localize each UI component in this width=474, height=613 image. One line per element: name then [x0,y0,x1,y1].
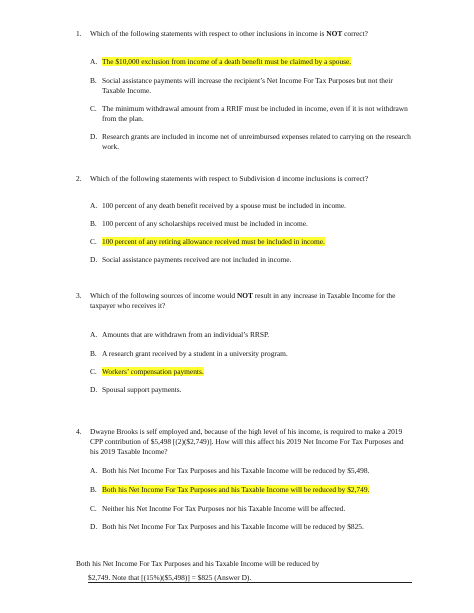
option-text: Social assistance payments received are not included in income. [102,255,292,264]
question-number: 3. [76,291,82,300]
option-4a: A. Both his Net Income For Tax Purposes and his Taxable Income will be reduced by $5,498. [90,466,412,476]
option-1a: A. The $10,000 exclusion from income of a death benefit must be claimed by a spouse. [90,57,352,66]
option-text: The $10,000 exclusion from income of a death benefit must be claimed by a spouse. [102,57,352,66]
question-3 [76,291,412,311]
option-3c: C. Workers’ compensation payments. [90,367,204,376]
option-2c: C. 100 percent of any retiring allowance received must be included in income. [90,237,325,246]
option-2a: A. 100 percent of any death benefit received by a spouse must be included in income. [90,201,412,211]
option-1c: C. The minimum withdrawal amount from a RRIF must be included in income, even if it is not withdrawn from the plan. [90,104,412,124]
option-text: A research grant received by a student in a university program. [102,349,288,358]
option-3a: A. Amounts that are withdrawn from an individual’s RRSP. [90,330,412,340]
option-text: Both his Net Income For Tax Purposes and his Taxable Income will be reduced by $825. [102,522,364,531]
option-text: Research grants are included in income net of unreimbursed expenses related to carrying on the research work. [102,132,411,151]
option-text: Amounts that are withdrawn from an individual’s RRSP. [102,330,270,339]
option-text: 100 percent of any scholarships received must be included in income. [102,219,308,228]
question-number: 2. [76,174,82,183]
question-number: 1. [76,29,82,38]
option-text: Both his Net Income For Tax Purposes and his Taxable Income will be reduced by $5,498. [102,466,370,475]
question-text: Dwayne Brooks is self employed and, because of the high level of his income, is required to make a 2019 CPP contribution of $5,498 [(2)($2,749)]. How will this affect his 2019 Net Income For Tax Purposes and his 2019 Taxable Income? [90,427,404,456]
option-text: 100 percent of any death benefit received by a spouse must be included in income. [102,201,347,210]
question-2 [76,174,412,184]
question-1 [76,29,412,39]
answer-note-line-2: $2,749. Note that [(15%)($5,498)] = $825 (Answer D). [88,573,252,582]
option-4b: B. Both his Net Income For Tax Purposes and his Taxable Income will be reduced by $2,749. [90,485,370,494]
option-text: Social assistance payments will increase the recipient’s Net Income For Tax Purposes but not their Taxable Income. [102,76,393,95]
option-text: Both his Net Income For Tax Purposes and his Taxable Income will be reduced by $2,749. [102,485,370,494]
option-text: 100 percent of any retiring allowance received must be included in income. [102,237,325,246]
option-4d: D. Both his Net Income For Tax Purposes and his Taxable Income will be reduced by $825. [90,522,412,532]
question-number: 4. [76,427,82,436]
option-3d: D. Spousal support payments. [90,385,412,395]
option-2d: D. Social assistance payments received are not included in income. [90,255,412,265]
option-1b: B. Social assistance payments will increase the recipient’s Net Income For Tax Purposes but not their Taxable Income. [90,76,412,96]
option-2b: B. 100 percent of any scholarships received must be included in income. [90,219,412,229]
question-4 [76,427,412,457]
option-text: Neither his Net Income For Tax Purposes nor his Taxable Income will be affected. [102,504,346,513]
option-text: Spousal support payments. [102,385,182,394]
option-3b: B. A research grant received by a student in a university program. [90,349,412,359]
answer-note-line-1: Both his Net Income For Tax Purposes and his Taxable Income will be reduced by [76,559,320,568]
question-text: Which of the following statements with respect to other inclusions in income is NOT correct? [90,29,368,38]
question-text: Which of the following statements with respect to Subdivision d income inclusions is correct? [90,174,369,183]
option-1d: D. Research grants are included in income net of unreimbursed expenses related to carrying on the research work. [90,132,411,151]
option-4c: C. Neither his Net Income For Tax Purposes nor his Taxable Income will be affected. [90,504,412,514]
option-text: The minimum withdrawal amount from a RRIF must be included in income, even if it is not withdrawn from the plan. [102,104,408,123]
divider-line [88,582,412,583]
option-text: Workers’ compensation payments. [102,367,204,376]
question-text: Which of the following sources of income would NOT result in any increase in Taxable Income for the taxpayer who receives it? [90,291,396,310]
